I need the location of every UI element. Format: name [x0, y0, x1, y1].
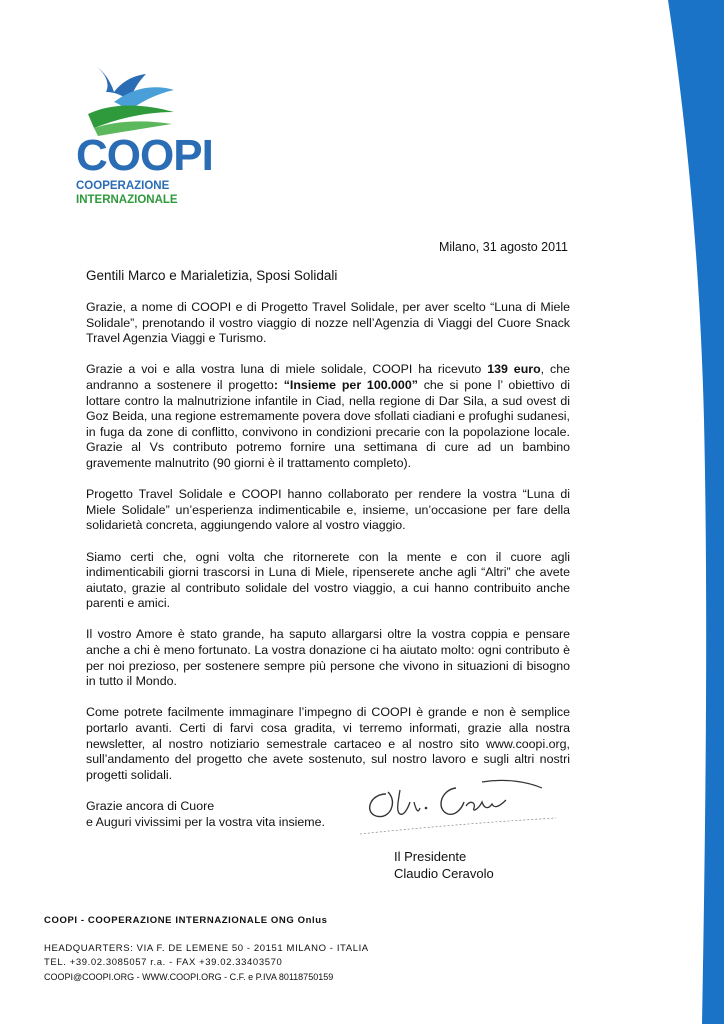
footer-phone: TEL. +39.02.3085057 r.a. - FAX +39.02.33403570 [44, 957, 283, 968]
paragraph-5: Il vostro Amore è stato grande, ha saputo allargarsi oltre la vostra coppia e pensare anche a chi è meno fortunato. La vostra donazione ci ha aiutato molto: ogni contributo è per noi prezioso, per sostenere sempre più persone che vivono in situazioni di bisogno in tutto il Mondo. [86, 627, 570, 689]
footer [44, 914, 369, 984]
letter-body [86, 300, 570, 846]
letter-greeting: Gentili Marco e Marialetizia, Sposi Solidali [86, 268, 338, 283]
signatory-name: Claudio Ceravolo [394, 866, 494, 881]
paragraph-2-text-a: Grazie a voi e alla vostra luna di miele solidale, COOPI ha ricevuto [86, 362, 488, 377]
paragraph-3: Progetto Travel Solidale e COOPI hanno collaborato per rendere la vostra “Luna di Miele Solidale” un’esperienza indimenticabile e, insieme, un’occasione per fare della solidarietà concreta, aggiungendo valore al vostro viaggio. [86, 487, 570, 533]
project-name: : “Insieme per 100.000” [273, 377, 418, 392]
side-decorative-band [664, 0, 724, 1024]
footer-contacts: COOPI@COOPI.ORG - WWW.COOPI.ORG - C.F. e P.IVA 80118750159 [44, 972, 334, 982]
paragraph-2-text-c: che si pone l’ obiettivo di lottare contro la malnutrizione infantile in Ciad, nella regione di Dar Sila, a sud ovest di Goz Beida, una regione estremamente povera dove sfollati ciadiani e profughi sudanesi, in fuga da zone di conflitto, convivono in condizioni precarie con la popolazione locale. Grazie al Vs contributo potremo fornire una settimana di cure ad un bambino gravemente malnutrito (90 giorni è il trattamento completo). [86, 377, 570, 470]
coopi-wave-logo-icon [84, 62, 180, 136]
coopi-logo [70, 62, 213, 212]
footer-org: COOPI - COOPERAZIONE INTERNAZIONALE ONG Onlus [44, 915, 328, 926]
signatory-role: Il Presidente [394, 849, 467, 864]
handwritten-signature-icon [356, 772, 566, 842]
logo-line-2: INTERNAZIONALE [76, 194, 178, 206]
paragraph-1: Grazie, a nome di COOPI e di Progetto Travel Solidale, per aver scelto “Luna di Miele Solidale”, prenotando il vostro viaggio di nozze nell’Agenzia di Viaggi del Cuore Snack Travel Agenzia Viaggi e Turismo. [86, 300, 570, 346]
paragraph-6: Come potrete facilmente immaginare l’impegno di COOPI è grande e non è semplice portarlo avanti. Certi di farvi cosa gradita, vi terremo informati, grazie alla nostra newsletter, al nostro notiziario semestrale cartaceo e al nostro sito www.coopi.org, sull’andamento del progetto che avete sostenuto, sul nostro lavoro e sugli altri nostri progetti solidali. [86, 705, 570, 782]
letter-date: Milano, 31 agosto 2011 [438, 240, 568, 254]
footer-address: HEADQUARTERS: VIA F. DE LEMENE 50 - 20151 MILANO - ITALIA [44, 943, 369, 954]
paragraph-2 [86, 362, 570, 471]
logo-line-1: COOPERAZIONE [76, 180, 170, 192]
closing-line-2: e Auguri vivissimi per la vostra vita insieme. [86, 814, 325, 829]
paragraph-4: Siamo certi che, ogni volta che ritornerete con la mente e con il cuore agli indimenticabili giorni trascorsi in Luna di Miele, ripenserete anche agli “Altri” che avete aiutato, grazie al contributo solidale del vostro viaggio, a cui hanno contribuito anche parenti e amici. [86, 549, 570, 611]
closing-line-1: Grazie ancora di Cuore [86, 799, 215, 813]
logo-wordmark: COOPI [76, 131, 213, 180]
signature-block [394, 848, 494, 882]
paragraph-2-text-b: , che andranno a sostenere il progetto [86, 362, 570, 392]
donation-amount: 139 euro [487, 362, 541, 377]
